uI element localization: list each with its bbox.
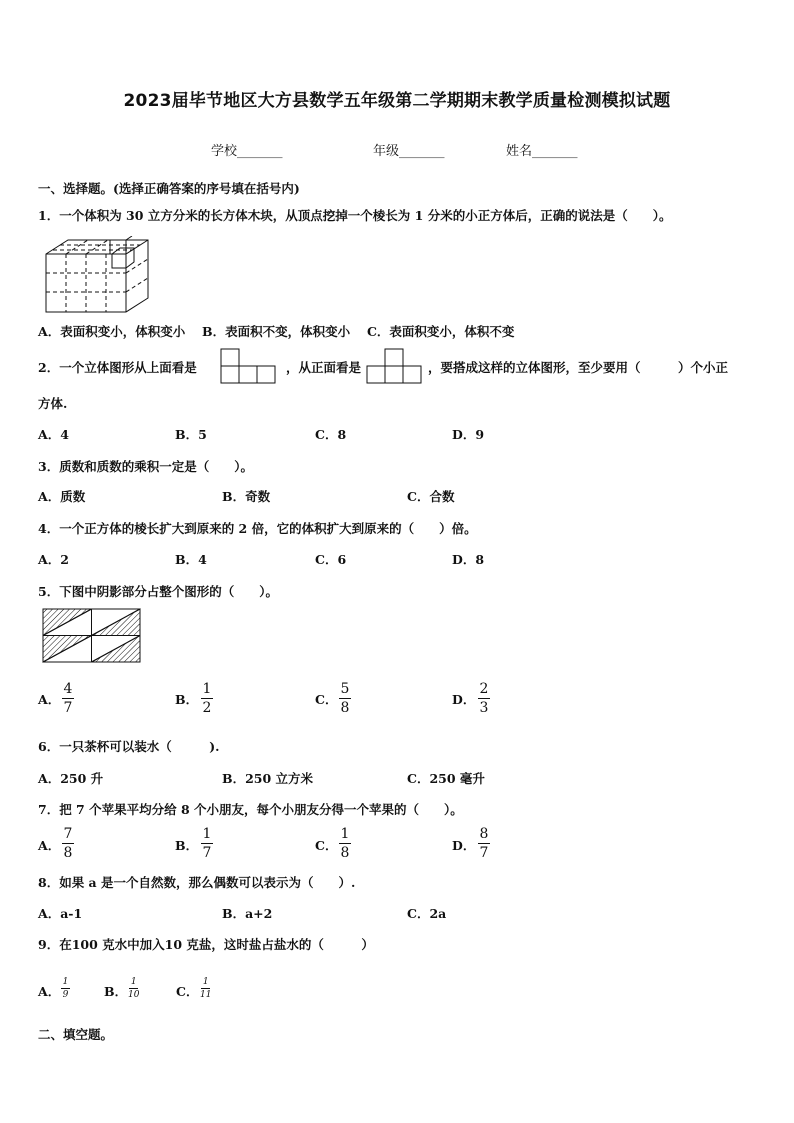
- shaded-rectangle-figure: [42, 608, 142, 664]
- question-1-options: A．表面积变小，体积变小 B．表面积不变，体积变小 C．表面积变小，体积不变: [38, 324, 515, 339]
- q9-option-a: A．: [38, 984, 61, 999]
- q9-option-b: B．: [104, 984, 128, 999]
- question-2-part1: 2．一个立体图形从上面看是: [38, 360, 197, 375]
- q7-fraction-b: 1 7: [202, 826, 212, 861]
- question-9: 9．在100 克水中加入10 克盐，这时盐占盐水的（ ）: [38, 937, 374, 952]
- q4-option-d: D．8: [452, 552, 485, 567]
- q6-option-b: B．250 立方米: [222, 771, 314, 786]
- question-4: 4．一个正方体的棱长扩大到原来的 2 倍，它的体积扩大到原来的（ ）倍。: [38, 521, 477, 536]
- q7-option-a: A．: [38, 838, 61, 853]
- q8-option-c: C．2a: [407, 906, 447, 921]
- q2-option-d: D．9: [452, 427, 485, 442]
- q5-option-c: C．: [315, 692, 338, 707]
- school-field: 学校_______: [211, 144, 283, 159]
- name-field: 姓名_______: [506, 144, 578, 159]
- q8-option-a: A．a-1: [38, 906, 83, 921]
- question-2-part2: ，从正面看是: [286, 360, 362, 375]
- q4-option-b: B．4: [175, 552, 207, 567]
- q5-fraction-c: 5 8: [340, 681, 350, 716]
- q4-option-c: C．6: [315, 552, 347, 567]
- q4-option-a: A．2: [38, 552, 69, 567]
- front-view-figure: [366, 348, 422, 384]
- question-2-continued: 方体.: [38, 396, 68, 411]
- question-1: 1．一个体积为 30 立方分米的长方体木块，从顶点挖掉一个棱长为 1 分米的小正方体后，正确的说法是（ ）。: [38, 208, 672, 223]
- q7-fraction-d: 8 7: [479, 826, 489, 861]
- q2-option-c: C．8: [315, 427, 347, 442]
- q7-option-b: B．: [175, 838, 199, 853]
- q9-fraction-b: 1 10: [128, 977, 140, 1000]
- question-6: 6．一只茶杯可以装水（ ).: [38, 739, 220, 754]
- q2-option-a: A．4: [38, 427, 69, 442]
- q3-option-a: A．质数: [38, 489, 86, 504]
- q5-option-a: A．: [38, 692, 61, 707]
- q7-fraction-a: 7 8: [63, 826, 73, 861]
- q3-option-c: C．合数: [407, 489, 455, 504]
- question-8: 8．如果 a 是一个自然数，那么偶数可以表示为（ ）.: [38, 875, 356, 890]
- q5-fraction-a: 4 7: [63, 681, 73, 716]
- q6-option-c: C．250 毫升: [407, 771, 485, 786]
- q5-option-b: B．: [175, 692, 199, 707]
- question-3: 3．质数和质数的乘积一定是（ ）。: [38, 459, 253, 474]
- page-title: 2023届毕节地区大方县数学五年级第二学期期末教学质量检测模拟试题: [123, 91, 671, 111]
- question-2-part3: ，要搭成这样的立体图形，至少要用（ ）个小正: [428, 360, 729, 375]
- q7-fraction-c: 1 8: [340, 826, 350, 861]
- q6-option-a: A．250 升: [38, 771, 104, 786]
- q9-fraction-c: 1 11: [200, 977, 212, 1000]
- grade-field: 年级_______: [373, 144, 445, 159]
- section-fill-heading: 二、填空题。: [38, 1027, 114, 1042]
- q7-option-c: C．: [315, 838, 338, 853]
- q9-fraction-a: 1 9: [62, 977, 69, 1000]
- top-view-figure: [220, 348, 276, 384]
- q3-option-b: B．奇数: [222, 489, 271, 504]
- q5-fraction-d: 2 3: [479, 681, 489, 716]
- q9-option-c: C．: [176, 984, 199, 999]
- cuboid-figure: [40, 236, 155, 316]
- q2-option-b: B．5: [175, 427, 207, 442]
- question-7: 7．把 7 个苹果平均分给 8 个小朋友，每个小朋友分得一个苹果的（ ）。: [38, 802, 463, 817]
- q5-option-d: D．: [452, 692, 476, 707]
- q8-option-b: B．a+2: [222, 906, 273, 921]
- section-choice-heading: 一、选择题。(选择正确答案的序号填在括号内): [38, 181, 300, 196]
- q5-fraction-b: 1 2: [202, 681, 212, 716]
- q7-option-d: D．: [452, 838, 476, 853]
- question-5: 5．下图中阴影部分占整个图形的（ ）。: [38, 584, 278, 599]
